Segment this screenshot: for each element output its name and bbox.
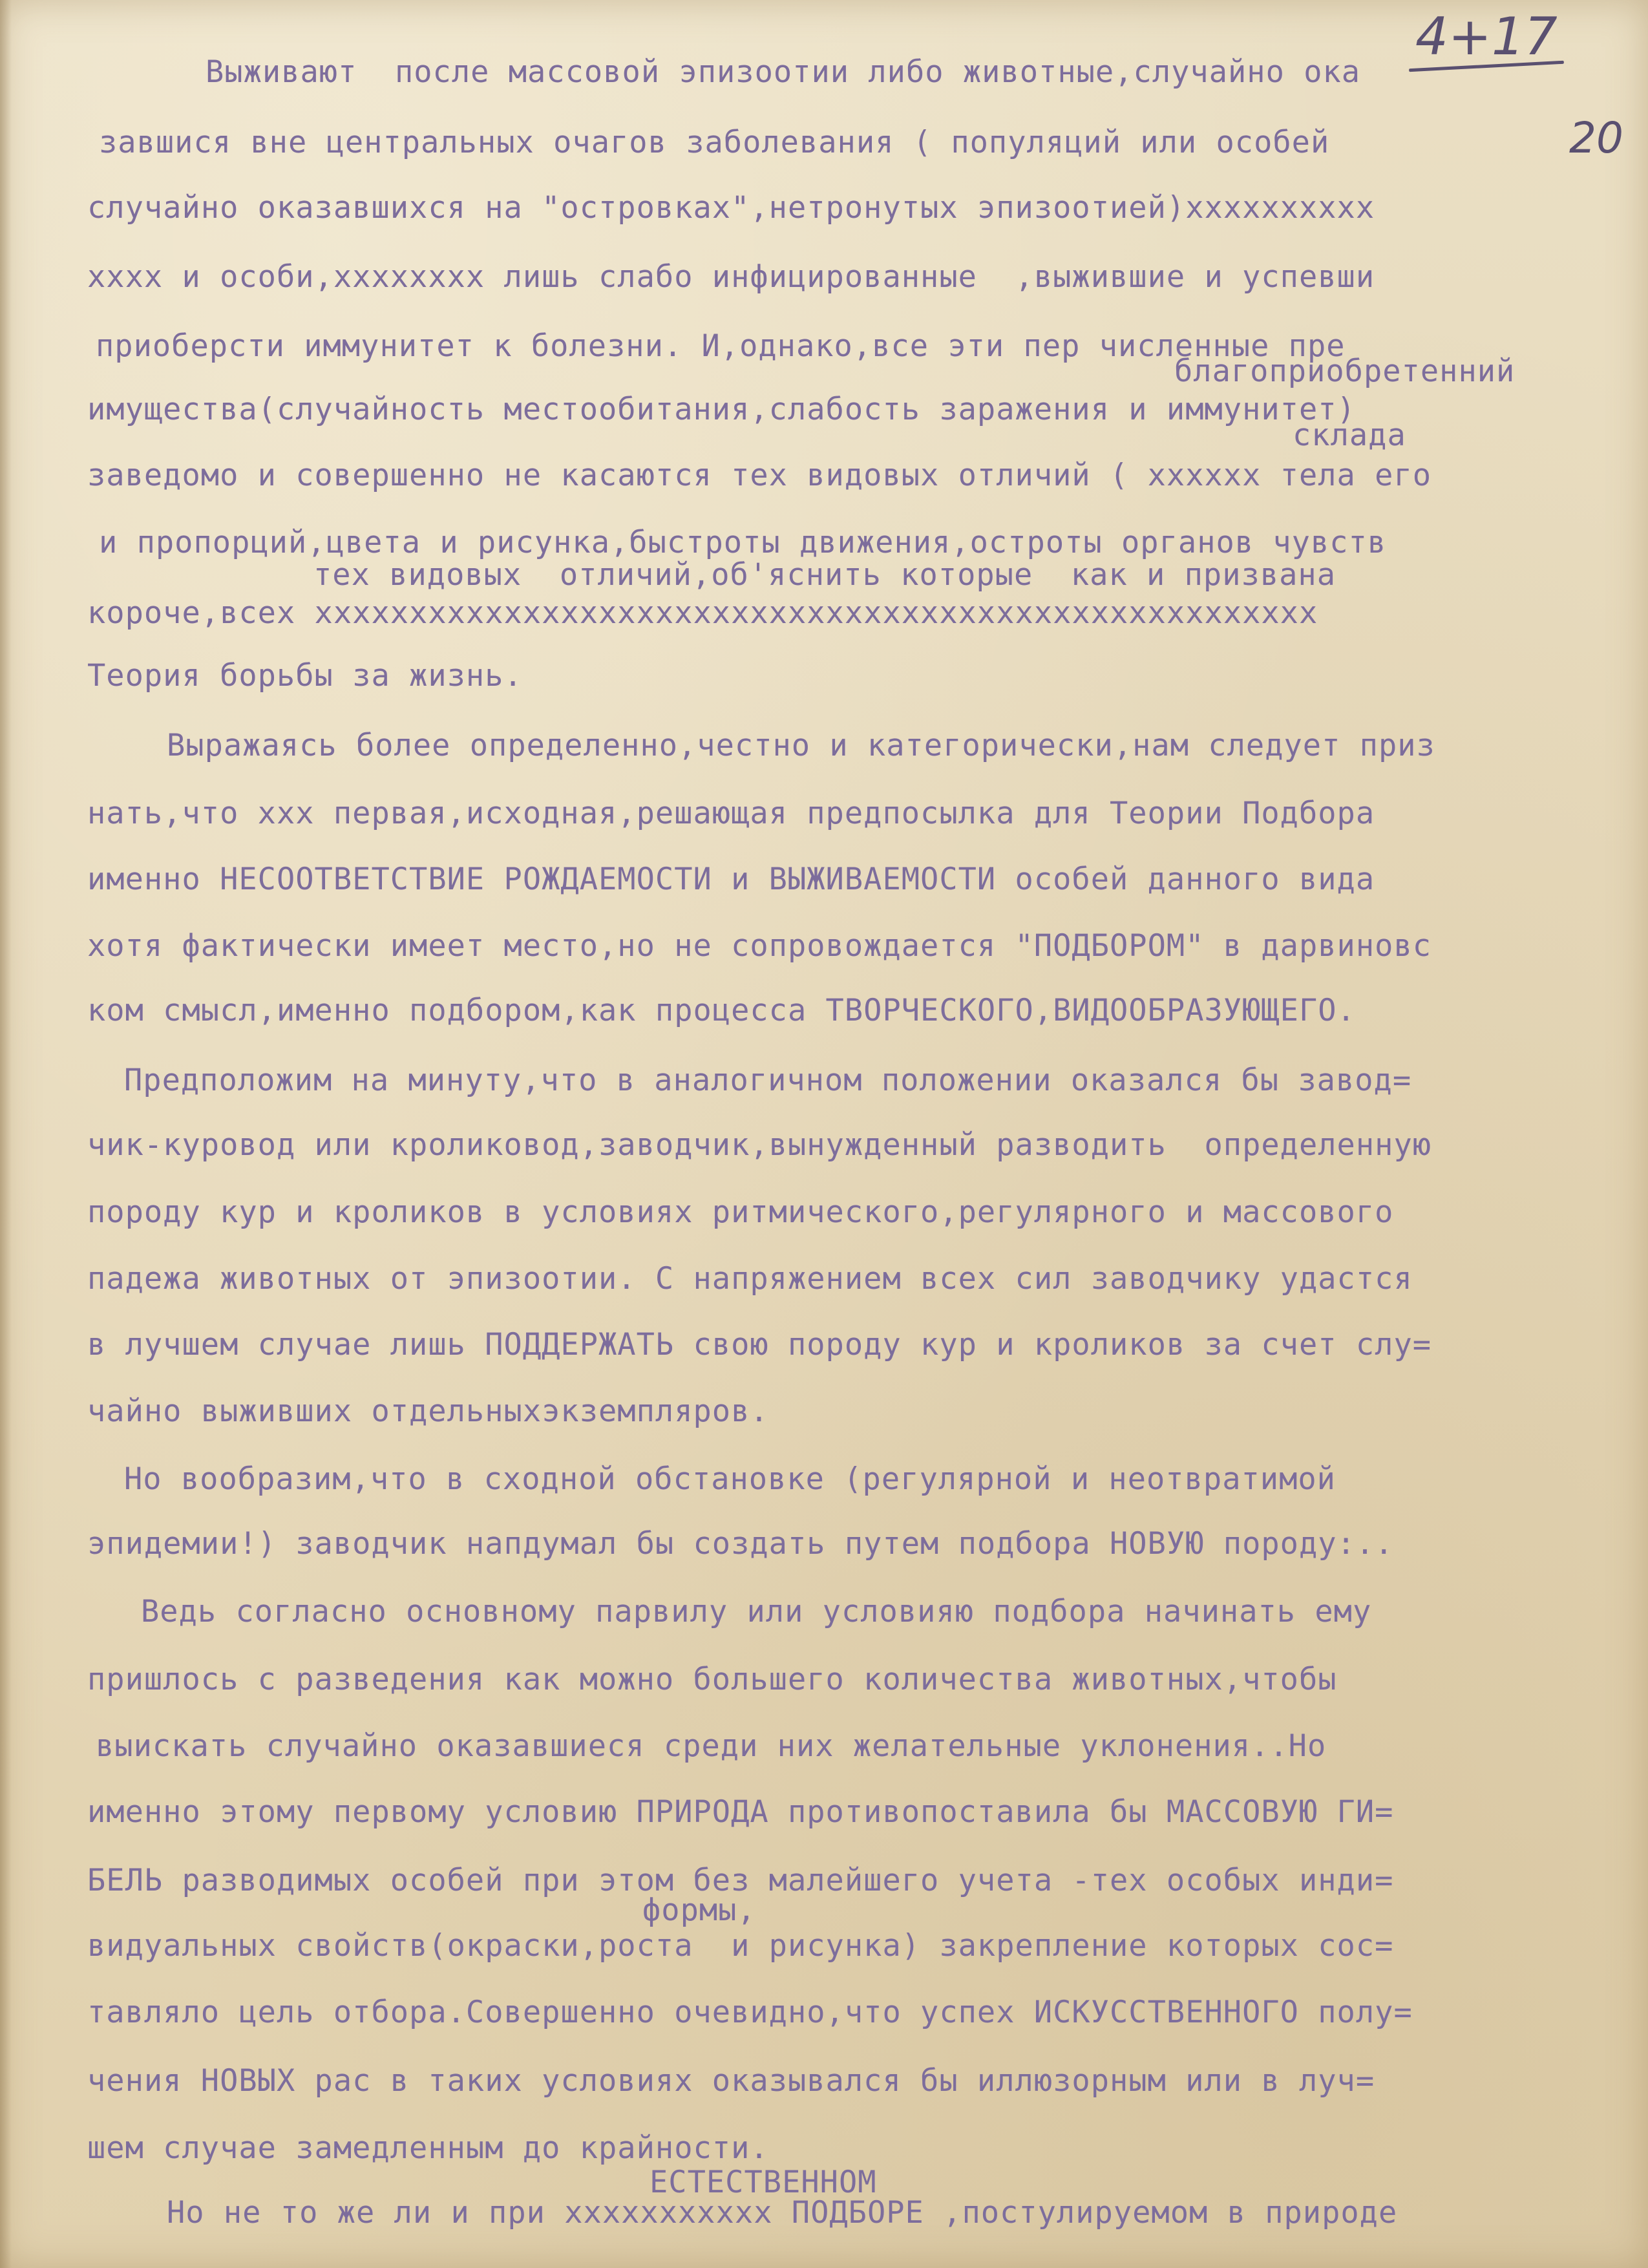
text-line-23: эпидемии!) заводчик напдумал бы создать путем подбора НОВУЮ породу:.. [87, 1526, 1394, 1562]
text-line-13: именно НЕСООТВЕТСТВИЕ РОЖДАЕМОСТИ и ВЫЖИВАЕМОСТИ особей данного вида [87, 862, 1375, 897]
text-insert-4: формы, [642, 1892, 756, 1928]
text-line-27: именно этому первому условию ПРИРОДА противопоставила бы МАССОВУЮ ГИ= [87, 1794, 1394, 1830]
text-insert-2: склада [1293, 418, 1406, 453]
text-line-2: завшися вне центральных очагов заболевания ( популяций или особей [99, 125, 1330, 160]
text-line-21: чайно выживших отдельныхэкземпляров. [87, 1394, 769, 1429]
folio-number: 4+17 [1415, 6, 1558, 67]
text-line-22: Но вообразим,что в сходной обстановке (регулярной и неотвратимой [124, 1461, 1336, 1497]
text-line-26: выискать случайно оказавшиеся среди них желательные уклонения..Но [96, 1728, 1327, 1764]
text-insert-5: ЕСТЕСТВЕННОМ [650, 2165, 877, 2200]
text-insert-1: благоприобретенний [1174, 354, 1516, 389]
text-line-25: пришлось с разведения как можно большего количества животных,чтобы [87, 1662, 1337, 1697]
text-line-20: в лучшем случае лишь ПОДДЕРЖАТЬ свою породу кур и кроликов за счет слу= [87, 1327, 1432, 1362]
text-line-17: чик-куровод или кроликовод,заводчик,вынужденный разводить определенную [87, 1127, 1432, 1163]
text-line-15: ком смысл,именно подбором,как процесса ТВОРЧЕСКОГО,ВИДООБРАЗУЮЩЕГО. [87, 993, 1356, 1028]
folio-page-number: 20 [1569, 113, 1623, 163]
text-line-18: породу кур и кроликов в условиях ритмического,регулярного и массового [87, 1194, 1394, 1230]
text-line-16: Предположим на минуту,что в аналогичном положении оказался бы завод= [124, 1063, 1412, 1098]
text-line-7: заведомо и совершенно не касаются тех видовых отличий ( хххххх тела его [87, 458, 1432, 493]
text-line-31: чения НОВЫХ рас в таких условиях оказывался бы иллюзорным или в луч= [87, 2063, 1375, 2099]
text-line-19: падежа животных от эпизоотии. С напряжением всех сил заводчику удастся [87, 1261, 1413, 1297]
text-line-24: Ведь согласно основному парвилу или условияю подбора начинать ему [141, 1594, 1372, 1629]
text-line-28: БЕЛЬ разводимых особей при этом без малейшего учета -тех особых инди= [87, 1863, 1394, 1898]
text-line-32: шем случае замедленным до крайности. [87, 2130, 769, 2166]
paper-edge-shadow [0, 0, 12, 2268]
text-line-4: хххх и особи,хххххххх лишь слабо инфицированные ,выжившие и успевши [87, 259, 1375, 295]
text-line-9: короче,всех ххххххххххххххххххххххххххххххххххххххххххххххххххххх [87, 595, 1318, 631]
text-line-6: имущества(случайность местообитания,слабость заражения и иммунитет) [87, 392, 1356, 427]
text-line-1: Выживают после массовой эпизоотии либо животные,случайно ока [206, 54, 1361, 90]
text-line-10: Теория борьбы за жизнь. [87, 658, 523, 694]
text-insert-3: тех видовых отличий,об'яснить которые как и призвана [313, 557, 1336, 593]
text-line-12: нать,что ххх первая,исходная,решающая предпосылка для Теории Подбора [87, 796, 1375, 831]
text-line-33: Но не то же ли и при ххххххххххх ПОДБОРЕ ,постулируемом в природе [167, 2195, 1398, 2231]
text-line-29: видуальных свойств(окраски,роста и рисунка) закрепление которых сос= [87, 1928, 1394, 1964]
text-line-11: Выражаясь более определенно,честно и категорически,нам следует приз [167, 728, 1435, 763]
text-line-5: приоберсти иммунитет к болезни. И,однако,все эти пер численные пре [96, 328, 1346, 364]
text-line-3: случайно оказавшихся на "островках",нетронутых эпизоотией)хххххххххх [87, 190, 1375, 226]
text-line-30: тавляло цель отбора.Совершенно очевидно,что успех ИСКУССТВЕННОГО полу= [87, 1995, 1413, 2030]
text-line-8: и пропорций,цвета и рисунка,быстроты движения,остроты органов чувств [99, 525, 1387, 560]
text-line-14: хотя фактически имеет место,но не сопровождается "ПОДБОРОМ" в дарвиновс [87, 928, 1432, 964]
